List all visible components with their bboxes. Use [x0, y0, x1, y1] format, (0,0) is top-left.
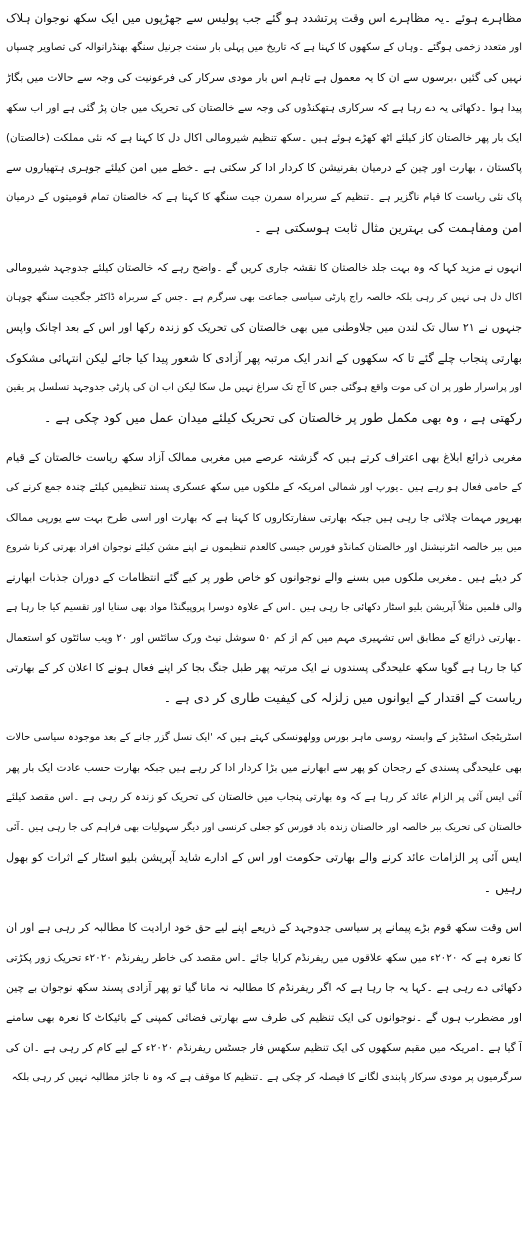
paragraph-gap — [6, 433, 522, 443]
text-line: ایک بار پھر خالصتان کاز کیلئے اٹھ کھڑے ہوئے ہیں ۔سکھ تنظیم شیرومالی اکال دل کا کہنا ہے کہ نئی مملکت (خالصتان) — [6, 132, 522, 144]
text-line: آئی ایس آئی پر الزام عائد کر رہا ہے کہ وہ بھارتی پنجاب میں خالصتان کی تحریک کو زندہ کر رہی ہے ۔اس مقصد کیلئے — [6, 792, 522, 803]
text-line: آ گیا ہے ۔امریکہ میں مقیم سکھوں کی ایک تنظیم سکھس فار جسٹس ریفرنڈم ۲۰۲۰ء کے لیے کام کر رہی ہے ۔ان کی — [6, 1042, 522, 1054]
text-line: رکھتی ہے ، وہ بھی مکمل طور پر خالصتان کی تحریک کیلئے میدان عمل میں کود چکی ہے ۔ — [43, 410, 522, 425]
text-line: جنہوں نے ۲۱ سال تک لندن میں جلاوطنی میں بھی خالصتان کی تحریک کو زندہ رکھا اور اس کے بعد اچانک واپس — [6, 321, 522, 334]
text-line: کے حامی فعال ہو رہے ہیں ۔یورپ اور شمالی امریکہ کے ملکوں میں سکھ عسکری پسند تنظیمیں کیلئے چندہ جمع کرنے کی — [6, 482, 522, 493]
text-line: پاک نئی ریاست کا قیام ناگزیر ہے ۔تنظیم کے سربراہ سمرن جیت سنگھ کا کہنا ہے کہ خالصتان تمام قومیتوں کے درمیان — [6, 192, 522, 203]
paragraph-gap — [6, 713, 522, 723]
text-line: پیدا ہوا ۔دکھائی یہ دے رہا ہے کہ سرکاری ہتھکنڈوں کی وجہ سے خالصتان کی تحریک میں جان پڑ گئی ہے اور اب سکھ — [6, 102, 522, 114]
text-line: انہوں نے مزید کہا کہ وہ بہت جلد خالصتان کا نقشہ جاری کریں گے ۔واضح رہے کہ خالصتان کیلئے جدوجہد شیرومالی — [6, 262, 522, 274]
text-line: اور پراسرار طور پر ان کی موت واقع ہوگئی جس کا آج تک سراغ نہیں مل سکا لیکن اب ان کی پارٹی جدوجہد تسلسل پر یقین — [6, 382, 522, 393]
text-line: بھی علیحدگی پسندی کے رجحان کو پھر سے ابھارنے میں بڑا کردار ادا کر رہے ہیں جبکہ بھارت حسب عادت ایک بار پھر — [6, 762, 522, 774]
text-line: پاکستان ، بھارت اور چین کے درمیان بفرنیشن کا کردار ادا کر سکتی ہے ۔خطے میں امن کیلئے جوہری ہتھیاروں سے — [6, 161, 522, 174]
text-line: اکال دل ہی نہیں کر رہی بلکہ خالصہ راج پارٹی سیاسی جماعت بھی سرگرم ہے ۔جس کے سربراہ ڈاکٹر جگجیت سنگھ چوہان — [6, 292, 522, 303]
article-paragraph — [6, 913, 522, 1093]
article-paragraph — [6, 3, 522, 243]
text-line: اسٹریٹجک اسٹڈیز کے وابستہ روسی ماہر بورس وولھونسکی کہتے ہیں کہ 'ایک نسل گزر جانے کے بعد موجودہ سیاسی حالات — [6, 732, 522, 743]
text-line: بھارتی پنجاب چلے گئے تا کہ سکھوں کے اندر ایک مرتبہ پھر آزادی کا شعور پیدا کیا جائے لیکن انتہائی مشکوک — [6, 351, 522, 365]
article-paragraph — [6, 723, 522, 903]
text-line: اور متعدد زخمی ہوگئے ۔وہاں کے سکھوں کا کہنا ہے کہ تاریخ میں پہلی بار سنت جرنیل سنگھ بھنڈرانوالہ کی تصاویر چسپاں — [6, 42, 522, 53]
paragraph-gap — [6, 243, 522, 253]
text-line: کر دیئے ہیں ۔مغربی ملکوں میں بسنے والے نوجوانوں کو خاص طور پر کیے گئے انتظامات کے دوران جذبات ابھارنے — [6, 571, 522, 584]
text-line: امن ومفاہمت کی بہترین مثال ثابت ہوسکتی ہے ۔ — [254, 220, 522, 235]
text-line: اور مضطرب ہوں گے ۔نوجوانوں کی ایک تنظیم کی طرف سے بھارتی فضائی کمپنی کے بائیکاٹ کا نعرہ بھی سامنے — [6, 1011, 522, 1024]
text-line: میں ببر خالصہ انٹرنیشنل اور خالصتان کمانڈو فورس جیسی کالعدم تنظیموں نے اپنے مشن کیلئے نوجوان افراد بھرتی کرنا شروع — [6, 542, 522, 553]
text-line: ۔بھارتی ذرائع کے مطابق اس تشہیری مہم میں کم از کم ۵۰ سوشل نیٹ ورک سائٹس اور ۲۰ ویب سائٹوں کو استعمال — [6, 632, 522, 644]
text-line: رہیں ۔ — [483, 880, 522, 895]
text-line: کیا جا رہا ہے گویا سکھ علیحدگی پسندوں نے ایک مرتبہ پھر طبل جنگ بجا کر اپنے فعال ہونے کا اعلان کر کے بھارتی — [6, 661, 522, 674]
text-line: نہیں کی گئیں ،برسوں سے ان کا یہ معمول ہے تاہم اس بار مودی سرکار کی فرعونیت کی وجہ سے حالات میں بگاڑ — [6, 71, 522, 84]
text-line: اس وقت سکھ قوم بڑے پیمانے پر سیاسی جدوجہد کے ذریعے اپنے لیے حق خود ارادیت کا مطالبہ کر رہی ہے اور ان — [6, 921, 522, 934]
paragraph-gap — [6, 903, 522, 913]
text-line: مغربی ذرائع ابلاغ بھی اعتراف کرتے ہیں کہ گزشتہ عرصے میں مغربی ممالک آزاد سکھ ریاست خالصتان کے قیام — [6, 451, 522, 464]
article-paragraph — [6, 443, 522, 713]
text-line: سرگرمیوں پر مودی سرکار پابندی لگانے کا فیصلہ کر چکی ہے ۔تنظیم کا موقف ہے کہ وہ نا جائز مطالبہ نہیں کر رہی بلکہ — [11, 1072, 522, 1083]
text-line: بھرپور مہمات چلائی جا رہی ہیں جبکہ بھارتی سفارتکاروں کا کہنا ہے کہ بھارت اور اسی طرح بہت سے یورپی ممالک — [6, 512, 522, 524]
text-line: والی فلمیں مثلاً آپریشن بلیو اسٹار دکھائی جا رہی ہیں ۔اس کے علاوہ دوسرا پروپیگنڈا مواد بھی سنایا اور تقسیم کیا جا رہا ہے — [6, 602, 522, 613]
text-line: ریاست کے اقتدار کے ایوانوں میں زلزلہ کی کیفیت طاری کر دی ہے ۔ — [163, 690, 522, 705]
text-line: مظاہرے ہوئے ۔یہ مظاہرے اس وقت پرتشدد ہو گئے جب پولیس سے جھڑپوں میں ایک سکھ نوجوان ہلاک — [6, 11, 522, 25]
text-line: کا نعرہ ہے کہ ۲۰۲۰ء میں سکھ علاقوں میں ریفرنڈم کرایا جائے ۔اس مقصد کی خاطر ریفرنڈم ۲۰۲۰ء تحریک زور پکڑتی — [6, 952, 522, 964]
article-paragraph — [6, 253, 522, 433]
text-line: ایس آئی پر الزامات عائد کرنے والے بھارتی حکومت اور اس کے ادارے شاید آپریشن بلیو اسٹار کے اثرات کو بھول — [6, 851, 522, 864]
text-line: دکھائی دے رہی ہے ۔کہا یہ جا رہا ہے کہ اگر ریفرنڈم کا مطالبہ نہ مانا گیا تو پھر آزادی پسند سکھ نوجوان بے چین — [6, 981, 522, 994]
text-line: خالصتان کی تحریک ببر خالصہ اور خالصتان زندہ باد فورس کو جعلی کرنسی اور دیگر سہولیات بھی فراہم کی جا رہی ہیں ۔آئی — [6, 822, 522, 833]
